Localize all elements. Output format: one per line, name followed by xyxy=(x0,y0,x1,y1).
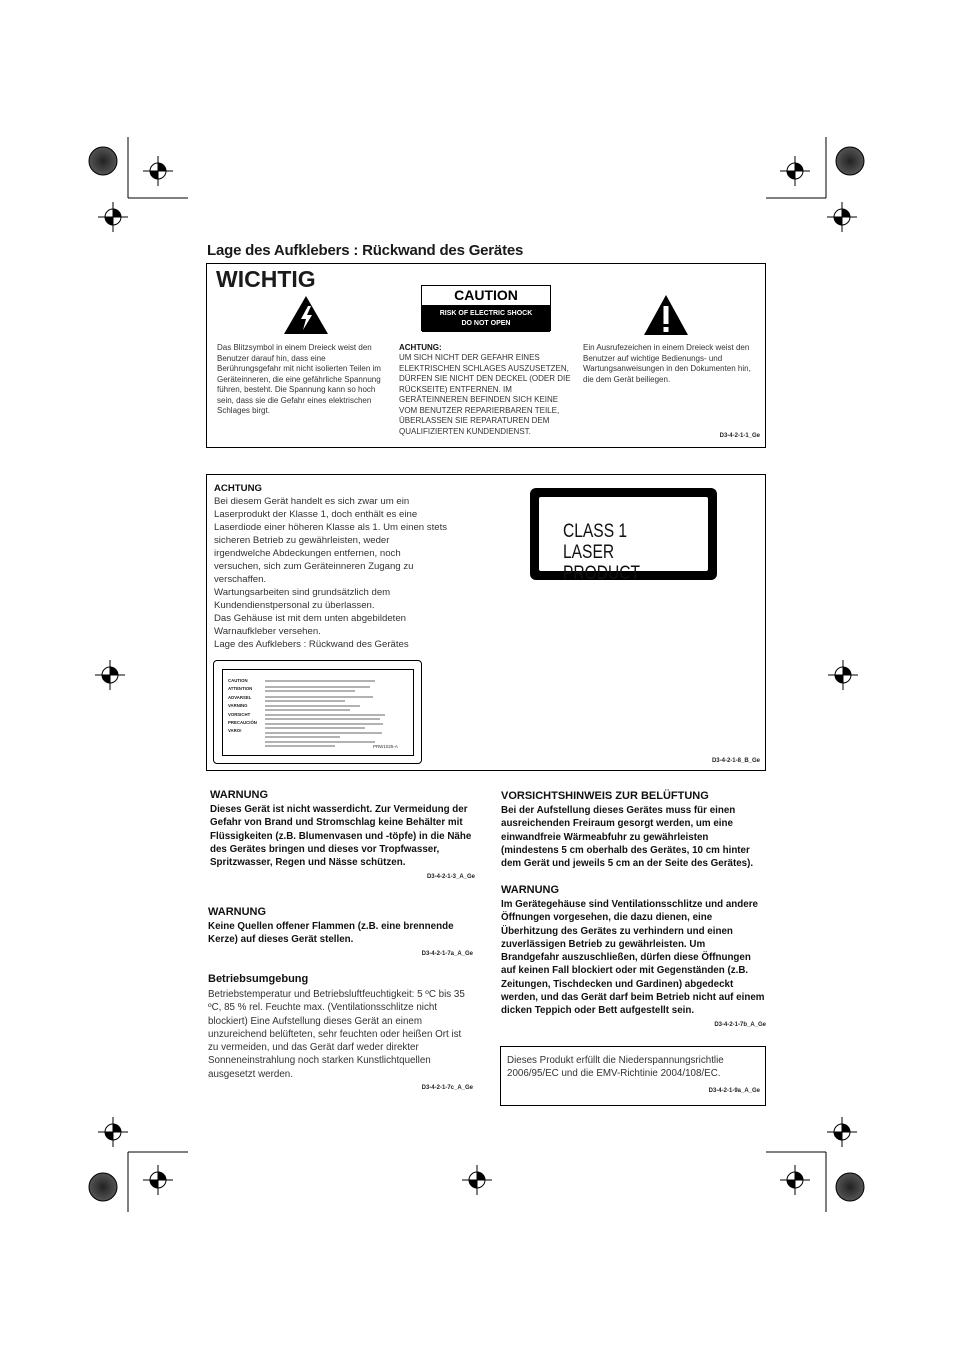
laser-line: sicheren Betrieb zu gewährleisten, weder xyxy=(214,535,390,546)
warning-sticker-inner xyxy=(222,669,414,756)
caution-label xyxy=(421,285,551,331)
warning-sticker-image xyxy=(213,660,422,764)
warnung1-text: Dieses Gerät ist nicht wasserdicht. Zur Vermeidung der Gefahr von Brand und Stromschlag keine Behälter mit Flüssigkeiten (z.B. Blumenvasen und -töpfe) in die Nähe des Gerätes bringen und dieses vor Tropfwasser, Spritzwasser, Regen und Nässe schützen. xyxy=(210,804,472,869)
sticker-fine-print xyxy=(265,678,405,748)
sticker-word: ATTENTION xyxy=(228,686,253,692)
warnung3-text: Im Gerätegehäuse sind Ventilationsschlitze und andere Öffnungen vorgesehen, die dazu dienen, eine Überhitzung des Gerätes zu verhindern und einen zuverlässigen Betrieb zu gewährleisten. Um Brandgefahr auszuschließen, dürfen diese Öffnungen auf keinen Fall blockiert oder mit Gegenständen (z.B. Zeitungen, Tischdecken und Gardinen) abgedeckt werden, und das Gerät darf beim Betrieb nicht auf einem dicken Teppich oder Bett aufgestellt sein. xyxy=(501,899,765,1017)
exclamation-triangle-icon xyxy=(643,294,689,336)
laser-line: verschaffen. xyxy=(214,574,267,585)
lightning-triangle-icon xyxy=(283,295,329,335)
laser-text xyxy=(214,495,514,651)
laser-line: Laserdiode einer höheren Klasse als 1. Um einen stets xyxy=(214,522,448,533)
warnung3-title: WARNUNG xyxy=(501,884,560,896)
laser-product-line: LASER PRODUCT xyxy=(563,542,641,584)
laser-line: Das Gehäuse ist mit dem unten abgebildeten xyxy=(214,613,406,624)
warnung1-code: D3-4-2-1-3_A_Ge xyxy=(426,874,475,880)
class1-line: CLASS 1 xyxy=(563,521,628,542)
vorsicht-text: Bei der Aufstellung dieses Gerätes muss für einen ausreichenden Freiraum gesorgt werden, um eine einwandfreie Wärmeabfuhr zu gewährleisten (mindestens 5 cm oberhalb des Gerätes, 10 cm hinter dem Gerät und jeweils 5 cm an der Seite des Gerätes). xyxy=(501,805,754,870)
laser-achtung-title: ACHTUNG xyxy=(214,483,262,494)
betrieb-text: Betriebstemperatur und Betriebsluftfeuchtigkeit: 5 ºC bis 35 ºC, 85 % rel. Feuchte max. (Ventilationsschlitze nicht blockiert) Eine Aufstellung dieses Gerät an einem unzureichend belüfteten, sehr feuchten oder heißen Ort ist zu vermeiden, und das Gerät darf weder direkter Sonneneinstrahlung noch starken Kunstlichtquellen ausgesetzt werden. xyxy=(208,989,465,1080)
page-heading: Lage des Aufklebers : Rückwand des Gerätes xyxy=(207,242,524,259)
richtlinie-code: D3-4-2-1-9a_A_Ge xyxy=(708,1088,760,1094)
achtung-center-heading: ACHTUNG: xyxy=(399,343,442,352)
lightning-explanation: Das Blitzsymbol in einem Dreieck weist den Benutzer darauf hin, dass eine Berührungsgefahr mit nicht isolierten Teilen im Geräteinneren, die eine gefährliche Spannung führen, besteht. Die Spannung kann so hoch sein, dass sie die Gefahr eines elektrischen Schlages birgt. xyxy=(217,343,381,415)
starburst-icon xyxy=(836,1173,864,1201)
warnung3-code: D3-4-2-1-7b_A_Ge xyxy=(714,1022,766,1028)
class1-laser-label-inner xyxy=(539,497,708,584)
starburst-icon xyxy=(89,1173,117,1201)
richtlinie-text: Dieses Produkt erfüllt die Niederspannungsrichtlie 2006/95/EC und die EMV-Richtinie 2004/108/EC. xyxy=(507,1055,724,1080)
class1-laser-text xyxy=(563,521,682,584)
laser-line: Laserprodukt der Klasse 1, doch enthält es eine xyxy=(214,509,418,520)
caution-label-title: CAUTION xyxy=(422,286,550,306)
sticker-word: VARNING xyxy=(228,703,248,709)
warnung2-text: Keine Quellen offener Flammen (z.B. eine brennende Kerze) auf dieses Gerät stellen. xyxy=(208,921,454,946)
caution-label-subtitle xyxy=(422,306,550,332)
sticker-word: ADVARSEL xyxy=(228,694,252,700)
starburst-icon xyxy=(89,147,117,175)
sticker-word: VARO! xyxy=(228,728,242,734)
starburst-icon xyxy=(836,147,864,175)
laser-line: Kundendienstpersonal zu überlassen. xyxy=(214,600,375,611)
achtung-center-text: UM SICH NICHT DER GEFAHR EINES ELEKTRISCHEN SCHLAGES AUSZUSETZEN, DÜRFEN SIE NICHT DEN DECKEL (ODER DIE RÜCKSEITE) ENTFERNEN. IM GERÄTEINNEREN BEFINDEN SICH KEINE VOM BENUTZER REPARIERBAREN TEILE, ÜBERLASSEN SIE REPARATUREN DEM QUALIFIZIERTEN KUNDENDIENST. xyxy=(399,353,571,436)
laser-line: irgendwelche Abdeckungen entfernen, noch xyxy=(214,548,401,559)
betrieb-code: D3-4-2-1-7c_A_Ge xyxy=(421,1085,473,1091)
sticker-word: CAUTION xyxy=(228,678,248,683)
laser-line: Bei diesem Gerät handelt es sich zwar um ein xyxy=(214,496,410,507)
exclamation-explanation: Ein Ausrufezeichen in einem Dreieck weist den Benutzer auf wichtige Bedienungs- und Wartungsanweisungen in den Dokumenten hin, die dem Gerät beiliegen. xyxy=(583,343,751,384)
wichtig-title: WICHTIG xyxy=(216,266,316,292)
warnung1-title: WARNUNG xyxy=(210,789,269,801)
laser-line: Warnaufkleber versehen. xyxy=(214,626,321,637)
warnung2-code: D3-4-2-1-7a_A_Ge xyxy=(421,951,473,957)
laser-code: D3-4-2-1-8_B_Ge xyxy=(711,758,760,764)
betrieb-title: Betriebsumgebung xyxy=(208,973,309,985)
vorsicht-title: VORSICHTSHINWEIS ZUR BELÜFTUNG xyxy=(501,790,709,802)
caution-line-2: DO NOT OPEN xyxy=(461,320,511,327)
laser-line: Wartungsarbeiten sind grundsätzlich dem xyxy=(214,587,391,598)
sticker-code: PRW1025-A xyxy=(373,744,398,749)
class1-laser-label xyxy=(530,488,717,584)
caution-line-1: RISK OF ELECTRIC SHOCK xyxy=(439,310,533,317)
sticker-word: VORSICHT xyxy=(228,711,251,717)
laser-line: Lage des Aufklebers : Rückwand des Gerätes xyxy=(214,639,409,650)
laser-line: versuchen, sich zum Geräteinneren Zugang zu xyxy=(214,561,414,572)
sticker-words xyxy=(228,677,257,736)
warnung2-title: WARNUNG xyxy=(208,906,267,918)
wichtig-code: D3-4-2-1-1_Ge xyxy=(719,433,760,439)
sticker-word: PRECAUCIÓN xyxy=(228,720,257,726)
